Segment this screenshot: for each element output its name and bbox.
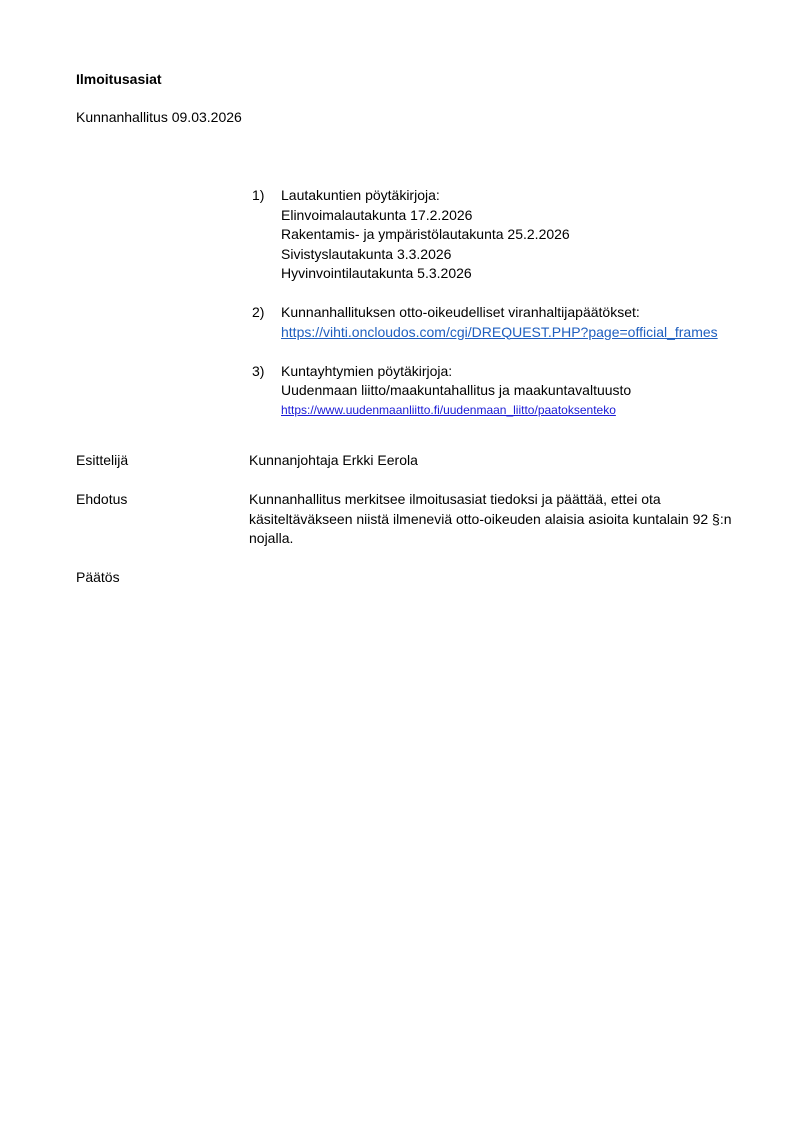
meeting-name: Kunnanhallitus 09.03.2026 [76, 109, 242, 125]
presenter-label: Esittelijä [76, 452, 129, 468]
official-decisions-link[interactable]: https://vihti.oncloudos.com/cgi/DREQUEST.PHP?page=official_frames [281, 323, 718, 340]
item-line: Elinvoimalautakunta 17.2.2026 [281, 206, 473, 223]
item-title: Kuntayhtymien pöytäkirjoja: [281, 362, 453, 379]
item-number: 1) [252, 187, 265, 203]
notice-item-list [252, 186, 772, 439]
document-title: Ilmoitusasiat [76, 71, 162, 87]
proposal-label: Ehdotus [76, 491, 128, 507]
decision-label: Päätös [76, 569, 120, 585]
item-body [281, 186, 772, 284]
item-title: Lautakuntien pöytäkirjoja: [281, 187, 440, 203]
item-line: Rakentamis- ja ympäristölautakunta 25.2.2026 [281, 226, 570, 242]
notice-item [252, 303, 772, 342]
item-number: 2) [252, 304, 265, 320]
item-line: Sivistyslautakunta 3.3.2026 [281, 245, 452, 262]
item-body [281, 303, 772, 342]
item-line: Uudenmaan liitto/maakuntahallitus ja maakuntavaltuusto [281, 382, 632, 398]
item-body [281, 362, 772, 420]
notice-item [252, 186, 772, 284]
notice-item [252, 362, 772, 420]
item-number: 3) [252, 362, 265, 379]
item-line: Hyvinvointilautakunta 5.3.2026 [281, 265, 472, 281]
item-title: Kunnanhallituksen otto-oikeudelliset viranhaltijapäätökset: [281, 304, 640, 320]
proposal-text: Kunnanhallitus merkitsee ilmoitusasiat tiedoksi ja päättää, ettei ota käsiteltäväkseen niistä ilmeneviä otto-oikeuden alaisia asioita kuntalain 92 §:n nojalla. [249, 491, 732, 546]
presenter-value: Kunnanjohtaja Erkki Eerola [249, 452, 418, 468]
regional-council-link[interactable]: https://www.uudenmaanliitto.fi/uudenmaan_liitto/paatoksenteko [281, 402, 616, 417]
